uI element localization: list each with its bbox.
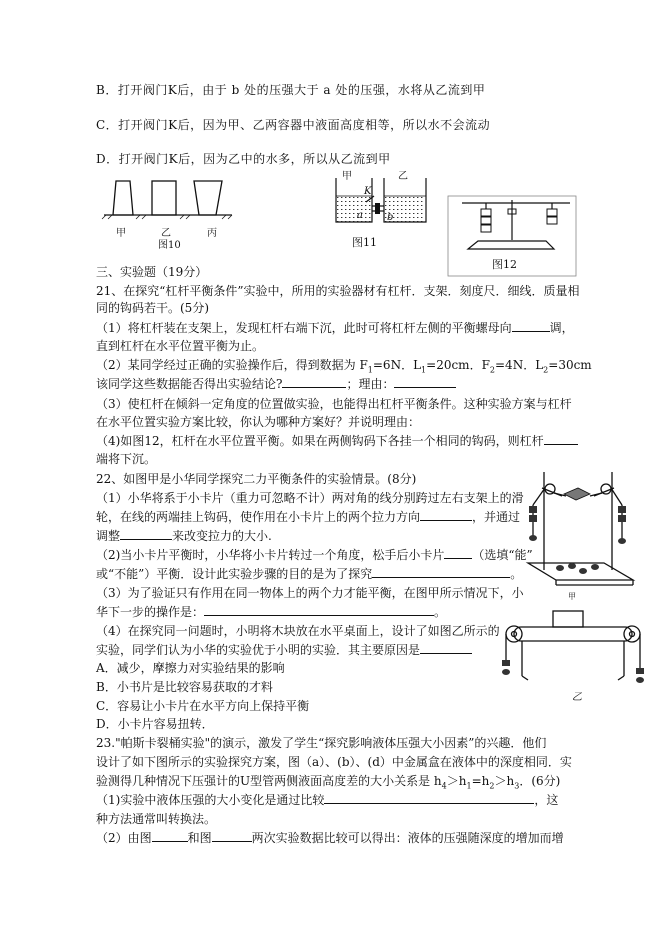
option-d: D．打开阀门K后，因为乙中的水多，所以从乙流到甲 (96, 152, 391, 166)
q23-part2-line1: （2）由图 和图 两次实验数据比较可以得出：液体的压强随深度的增加而增 (96, 831, 564, 845)
blank-figure-1[interactable] (152, 830, 188, 842)
fig11-caption: 图11 (352, 236, 377, 249)
blank-figure-2[interactable] (212, 830, 252, 842)
fig11-label-a: a (357, 210, 363, 221)
q21-part2-line2: 该同学这些数据能否得出实验结论? ；理由： (96, 376, 456, 392)
q23-part1-line1: （1)实验中液体压强的大小变化是通过比较 ，这 (96, 793, 559, 807)
q22-part1-line2: 轮，在线的两端挂上钩码，使作用在小卡片上的两个拉力方向 ，并通过 (96, 510, 521, 524)
q22-part3-line2: 华下一步的操作是： 。 (96, 605, 447, 619)
q21-line1: 21、在探究“杠杆平衡条件”实验中，所用的实验器材有杠杆．支架．刻度尺．细线．质量相 (96, 284, 580, 298)
option-b: B．打开阀门K后，由于 b 处的压强大于 a 处的压强，水将从乙流到甲 (96, 83, 486, 97)
q22-part3-line1: （3）为了验证只有作用在同一物体上的两个力才能平衡，在图甲所示情况下，小 (96, 586, 524, 600)
q22-option-d: D．小卡片容易扭转． (96, 717, 214, 731)
q22-option-b: B．小书片是比较容易获取的才料 (96, 680, 273, 694)
fig-yi-caption: 乙 (572, 692, 582, 703)
fig12-caption: 图12 (492, 258, 517, 271)
q23-line2: 设计了如下图所示的实验探究方案，图（a）、(b）、(d）中金属盒在液体中的深度相同．实 (96, 755, 572, 769)
q21-part4-line1: （4)如图12，杠杆在水平位置平衡。如果在两侧钩码下各挂一个相同的钩码，则杠杆 (96, 433, 578, 449)
q21-part4-line2: 端将下沉。 (96, 452, 157, 466)
fig10-label-bing: 丙 (207, 228, 217, 239)
q23-line1: 23."帕斯卡裂桶实验"的演示，激发了学生“探究影响液体压强大小因素”的兴趣．他们 (96, 736, 547, 750)
q22-option-a: A．减少，摩擦力对实验结果的影响 (96, 661, 285, 675)
q22-part4-line1: （4）在探究同一问题时，小明将木块放在水平桌面上，设计了如图乙所示的 (96, 624, 500, 638)
q21-part3-line1: （3）使杠杆在倾斜一定角度的位置做实验，也能得出杠杆平衡条件。这种实验方案与杠杆 (96, 397, 572, 411)
fig10-label-jia: 甲 (116, 228, 126, 239)
q22-line1: 22、如图甲是小华同学探究二力平衡条件的实验情景。(8分) (96, 472, 417, 486)
fig11-label-jia: 甲 (342, 171, 352, 182)
section-title: 三、实验题（19分） (96, 265, 208, 279)
q21-part1-line2: 直到杠杆在水平位置平衡为止。 (96, 339, 265, 353)
fig11-label-k: K (364, 186, 372, 197)
q23-line3: 验测得几种情况下压强计的U型管两侧液面高度差的大小关系是 $h_4>h_1=h_2>h_3$．(6分) (96, 774, 561, 791)
q23-part1-line2: 种方法通常叫转换法。 (96, 812, 217, 826)
fig10-label-yi: 乙 (161, 228, 171, 239)
fig10-caption: 图10 (158, 240, 181, 251)
fig11-label-yi: 乙 (398, 171, 408, 182)
option-c: C．打开阀门K后，因为甲、乙两容器中液面高度相等，所以水不会流动 (96, 118, 491, 132)
q22-part1-line3: 调整 来改变拉力的大小. (96, 529, 272, 543)
q21-part3-line2: 在水平位置实验方案比较，你认为哪种方案好？并说明理由： (96, 415, 421, 429)
q21-line2: 同的钩码若干。(5分) (96, 301, 209, 315)
q21-part1-line1: （1）将杠杆装在支架上，发现杠杆右端下沉，此时可将杠杆左侧的平衡螺母向 调， (96, 321, 574, 335)
blank-compare[interactable] (324, 792, 534, 804)
q22-part4-line2: 实验，同学们认为小华的实验优于小明的实验．其主要原因是 (96, 642, 472, 658)
q21-part2-line1: （2）某同学经过正确的实验操作后，得到数据为 $F_1=6N$．$L_1=20cm$．$F_2=4N$．$L_2=30cm$ (96, 358, 592, 375)
fig11-label-b: b (387, 212, 394, 223)
q22-option-c: C．容易让小卡片在水平方向上保持平衡 (96, 699, 310, 713)
q22-part1-line1: （1）小华将系于小卡片（重力可忽略不计）两对角的线分别跨过左右支架上的滑 (96, 491, 524, 505)
fig-jia-caption: 甲 (568, 592, 576, 601)
q22-part2-line1: （2)当小卡片平衡时，小华将小卡片转过一个角度，松手后小卡片 （选填“能” (96, 548, 533, 562)
q22-part2-line2: 或“不能”）平衡．设计此实验步骤的目的是为了探究 。 (96, 567, 523, 581)
